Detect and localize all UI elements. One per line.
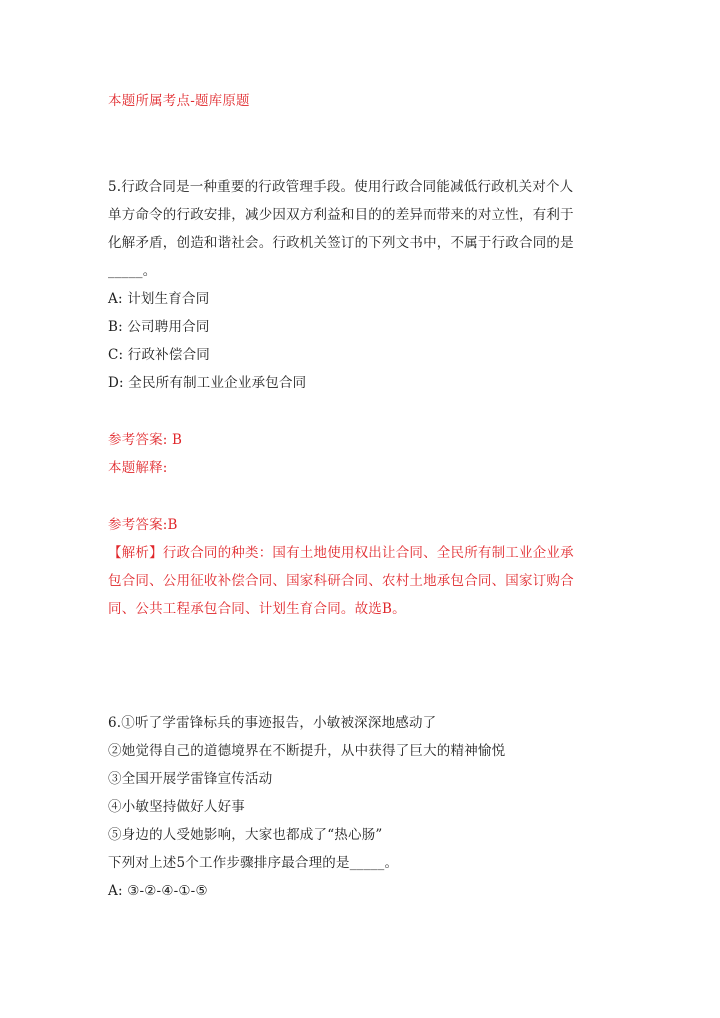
explanation-label: 本题解释: bbox=[108, 460, 168, 476]
analysis-line bbox=[108, 544, 574, 562]
analysis-tag: 【解析】 bbox=[108, 545, 163, 561]
question-text-line: ③全国开展学雷锋宣传活动 bbox=[108, 771, 273, 787]
option-c: C: 行政补偿合同 bbox=[108, 347, 210, 363]
reference-answer-repeat: 参考答案:B bbox=[108, 517, 178, 533]
analysis-text: 行政合同的种类：国有土地使用权出让合同、全民所有制工业企业承 bbox=[162, 545, 574, 561]
question-text-line: ②她觉得自己的道德境界在不断提升，从中获得了巨大的精神愉悦 bbox=[108, 743, 506, 759]
question-text-line: ④小敏坚持做好人好事 bbox=[108, 799, 245, 815]
section-heading: 本题所属考点-题库原题 bbox=[108, 93, 250, 109]
option-b: B: 公司聘用合同 bbox=[108, 319, 210, 335]
analysis-line: 同、公共工程承包合同、计划生育合同。故选B。 bbox=[108, 601, 406, 617]
question-text-line: 单方命令的行政安排，减少因双方利益和目的的差异而带来的对立性，有利于 bbox=[108, 207, 574, 223]
reference-answer: 参考答案: B bbox=[108, 432, 183, 448]
question-text-line: 5.行政合同是一种重要的行政管理手段。使用行政合同能减低行政机关对个人 bbox=[108, 179, 574, 195]
question-text-line: 化解矛盾，创造和谐社会。行政机关签订的下列文书中，不属于行政合同的是 bbox=[108, 235, 574, 251]
question-text-line: _____。 bbox=[108, 263, 157, 279]
question-text-line: 下列对上述5个工作步骤排序最合理的是_____。 bbox=[108, 855, 399, 871]
question-text-line: 6.①听了学雷锋标兵的事迹报告，小敏被深深地感动了 bbox=[108, 715, 437, 731]
option-a: A: ③-②-④-①-⑤ bbox=[108, 883, 208, 899]
question-text-line: ⑤身边的人受她影响，大家也都成了“热心肠” bbox=[108, 827, 383, 843]
option-a: A: 计划生育合同 bbox=[108, 291, 210, 307]
option-d: D: 全民所有制工业企业承包合同 bbox=[108, 375, 307, 391]
analysis-line: 包合同、公用征收补偿合同、国家科研合同、农村土地承包合同、国家订购合 bbox=[108, 573, 574, 589]
